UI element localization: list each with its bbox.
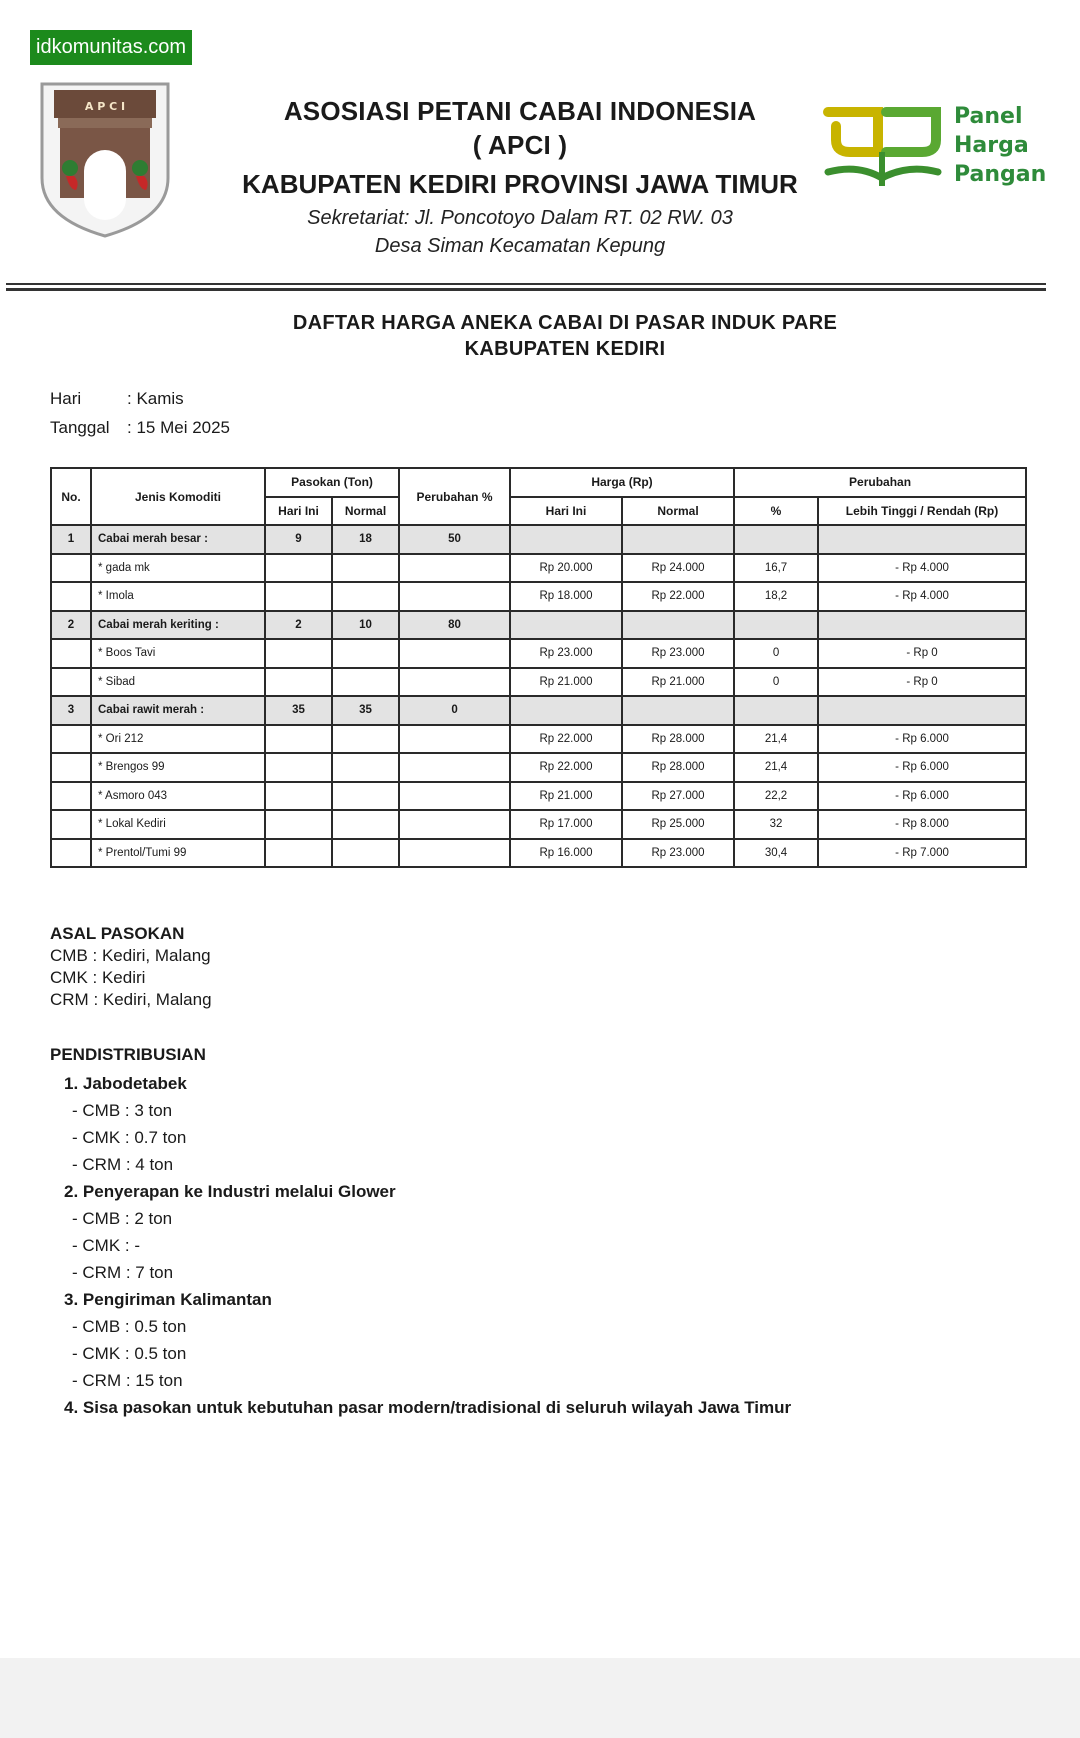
cell-price-normal: Rp 21.000 <box>622 668 734 697</box>
cell-price-normal <box>622 525 734 554</box>
cell-no: 1 <box>51 525 91 554</box>
date-label: Tanggal <box>50 418 110 437</box>
cell-change-percent <box>734 611 818 640</box>
distribution-sub-item: - CRM : 15 ton <box>72 1371 183 1390</box>
cell-change-percent: 32 <box>734 810 818 839</box>
cell-pasokan-change: 80 <box>399 611 510 640</box>
variety-row <box>51 810 1026 839</box>
variety-row <box>51 725 1026 754</box>
distribution-sub-item: - CMK : - <box>72 1236 140 1255</box>
cell-change-percent: 0 <box>734 668 818 697</box>
cell-price-today: Rp 20.000 <box>510 554 622 583</box>
variety-row <box>51 782 1026 811</box>
cell-pasokan-change <box>399 725 510 754</box>
cell-change-percent: 21,4 <box>734 753 818 782</box>
cell-pasokan-change <box>399 582 510 611</box>
header-no: No. <box>51 468 91 525</box>
cell-price-normal: Rp 22.000 <box>622 582 734 611</box>
cell-change-amount: - Rp 4.000 <box>818 554 1026 583</box>
date-value: : 15 Mei 2025 <box>127 418 231 437</box>
cell-pasokan-today <box>265 753 332 782</box>
letterhead <box>200 94 840 260</box>
watermark-label: idkomunitas.com <box>30 30 192 65</box>
cell-price-today: Rp 22.000 <box>510 725 622 754</box>
asal-line: CRM : Kediri, Malang <box>50 990 212 1009</box>
harga-word: Harga <box>954 133 1029 158</box>
distribution-item: 2. Penyerapan ke Industri melalui Glower <box>64 1182 396 1201</box>
cell-change-amount: - Rp 4.000 <box>818 582 1026 611</box>
cell-change-percent: 18,2 <box>734 582 818 611</box>
cell-no <box>51 839 91 868</box>
cell-pasokan-today <box>265 554 332 583</box>
cell-change-amount <box>818 696 1026 725</box>
cell-pasokan-change <box>399 839 510 868</box>
panel-word: Panel <box>954 104 1023 129</box>
category-row <box>51 525 1026 554</box>
variety-row <box>51 839 1026 868</box>
cell-no <box>51 782 91 811</box>
cell-change-percent: 30,4 <box>734 839 818 868</box>
cell-pasokan-change: 0 <box>399 696 510 725</box>
address-line-2: Desa Siman Kecamatan Kepung <box>374 235 666 257</box>
cell-price-today: Rp 18.000 <box>510 582 622 611</box>
cell-price-today <box>510 611 622 640</box>
variety-row <box>51 668 1026 697</box>
date-info <box>50 384 230 442</box>
distribution-item: 3. Pengiriman Kalimantan <box>64 1290 272 1309</box>
cell-price-normal: Rp 25.000 <box>622 810 734 839</box>
distribution-list <box>50 1070 791 1421</box>
cell-change-percent: 22,2 <box>734 782 818 811</box>
cell-pasokan-change <box>399 810 510 839</box>
header-perubahan-persen: Perubahan % <box>399 468 510 525</box>
asal-pasokan-section <box>50 923 212 1011</box>
cell-no: 3 <box>51 696 91 725</box>
cell-commodity: * Lokal Kediri <box>91 810 265 839</box>
cell-change-amount: - Rp 6.000 <box>818 753 1026 782</box>
header-pasokan: Pasokan (Ton) <box>265 468 399 497</box>
header-divider-thin <box>6 283 1046 285</box>
cell-price-normal: Rp 28.000 <box>622 753 734 782</box>
header-persen: % <box>734 497 818 526</box>
cell-change-amount: - Rp 6.000 <box>818 725 1026 754</box>
cell-pasokan-today <box>265 582 332 611</box>
cell-price-today <box>510 525 622 554</box>
distribution-sub-item: - CRM : 4 ton <box>72 1155 174 1174</box>
cell-pasokan-normal <box>332 725 399 754</box>
cell-pasokan-today: 35 <box>265 696 332 725</box>
header-harga: Harga (Rp) <box>510 468 734 497</box>
cell-pasokan-today <box>265 668 332 697</box>
cell-price-normal <box>622 696 734 725</box>
variety-row <box>51 582 1026 611</box>
cell-change-amount: - Rp 0 <box>818 668 1026 697</box>
variety-row <box>51 639 1026 668</box>
title-line-2: KABUPATEN KEDIRI <box>464 338 666 360</box>
cell-pasokan-normal: 18 <box>332 525 399 554</box>
cell-price-today: Rp 21.000 <box>510 668 622 697</box>
distribution-item: 1. Jabodetabek <box>64 1074 187 1093</box>
cell-change-percent <box>734 525 818 554</box>
cell-change-percent: 16,7 <box>734 554 818 583</box>
cell-change-percent <box>734 696 818 725</box>
cell-pasokan-today: 2 <box>265 611 332 640</box>
cell-price-normal <box>622 611 734 640</box>
cell-pasokan-normal <box>332 554 399 583</box>
cell-pasokan-normal: 10 <box>332 611 399 640</box>
cell-change-amount <box>818 611 1026 640</box>
asal-line: CMB : Kediri, Malang <box>50 946 211 965</box>
cell-commodity: * Prentol/Tumi 99 <box>91 839 265 868</box>
cell-change-amount: - Rp 6.000 <box>818 782 1026 811</box>
cell-pasokan-change: 50 <box>399 525 510 554</box>
cell-no <box>51 582 91 611</box>
cell-no <box>51 725 91 754</box>
cell-price-normal: Rp 23.000 <box>622 839 734 868</box>
cell-change-amount: - Rp 0 <box>818 639 1026 668</box>
cell-commodity: * Imola <box>91 582 265 611</box>
distribution-sub-item: - CMB : 2 ton <box>72 1209 173 1228</box>
cell-price-today <box>510 696 622 725</box>
cell-change-percent: 21,4 <box>734 725 818 754</box>
price-table <box>50 467 1027 868</box>
cell-no <box>51 753 91 782</box>
region-name: KABUPATEN KEDIRI PROVINSI JAWA TIMUR <box>242 169 798 199</box>
cell-pasokan-today <box>265 639 332 668</box>
cell-pasokan-change <box>399 554 510 583</box>
cell-no <box>51 554 91 583</box>
cell-pasokan-normal: 35 <box>332 696 399 725</box>
header-perubahan: Perubahan <box>734 468 1026 497</box>
cell-commodity: Cabai merah besar : <box>91 525 265 554</box>
cell-pasokan-today <box>265 725 332 754</box>
cell-no <box>51 668 91 697</box>
cell-change-percent: 0 <box>734 639 818 668</box>
panel-harga-pangan-icon <box>822 100 944 195</box>
distribution-sub-item: - CMK : 0.7 ton <box>72 1128 187 1147</box>
header-divider-thick <box>6 288 1046 291</box>
category-row <box>51 696 1026 725</box>
cell-commodity: Cabai merah keriting : <box>91 611 265 640</box>
cell-pasokan-change <box>399 753 510 782</box>
cell-price-normal: Rp 23.000 <box>622 639 734 668</box>
header-harga-normal: Normal <box>622 497 734 526</box>
day-label: Hari <box>50 389 82 408</box>
panel-harga-pangan-logo <box>822 100 1047 195</box>
cell-pasokan-change <box>399 639 510 668</box>
header-pasokan-hari-ini: Hari Ini <box>265 497 332 526</box>
day-value: : Kamis <box>127 389 184 408</box>
asal-pasokan-title: ASAL PASOKAN <box>50 924 185 943</box>
header-jenis-komoditi: Jenis Komoditi <box>91 468 265 525</box>
header-selisih: Lebih Tinggi / Rendah (Rp) <box>818 497 1026 526</box>
apci-logo <box>36 80 174 238</box>
cell-price-normal: Rp 24.000 <box>622 554 734 583</box>
distribution-sub-item: - CMB : 3 ton <box>72 1101 173 1120</box>
cell-price-normal: Rp 27.000 <box>622 782 734 811</box>
cell-pasokan-today <box>265 810 332 839</box>
cell-pasokan-normal <box>332 753 399 782</box>
cell-no: 2 <box>51 611 91 640</box>
pangan-word: Pangan <box>954 162 1047 187</box>
cell-commodity: * Brengos 99 <box>91 753 265 782</box>
bottom-margin-strip <box>0 1658 1080 1738</box>
variety-row <box>51 554 1026 583</box>
distribution-sub-item: - CMK : 0.5 ton <box>72 1344 187 1363</box>
cell-price-normal: Rp 28.000 <box>622 725 734 754</box>
cell-change-amount: - Rp 7.000 <box>818 839 1026 868</box>
cell-change-amount: - Rp 8.000 <box>818 810 1026 839</box>
cell-change-amount <box>818 525 1026 554</box>
org-abbrev: ( APCI ) <box>472 130 568 160</box>
org-name: ASOSIASI PETANI CABAI INDONESIA <box>283 96 757 126</box>
cell-price-today: Rp 21.000 <box>510 782 622 811</box>
cell-commodity: * gada mk <box>91 554 265 583</box>
cell-pasokan-today <box>265 839 332 868</box>
cell-price-today: Rp 22.000 <box>510 753 622 782</box>
cell-pasokan-today <box>265 782 332 811</box>
header-pasokan-normal: Normal <box>332 497 399 526</box>
cell-price-today: Rp 16.000 <box>510 839 622 868</box>
distribution-item: 4. Sisa pasokan untuk kebutuhan pasar modern/tradisional di seluruh wilayah Jawa Timur <box>64 1398 792 1417</box>
distribution-sub-item: - CRM : 7 ton <box>72 1263 174 1282</box>
cell-pasokan-normal <box>332 782 399 811</box>
cell-no <box>51 810 91 839</box>
cell-pasokan-normal <box>332 810 399 839</box>
title-line-1: DAFTAR HARGA ANEKA CABAI DI PASAR INDUK PARE <box>292 312 838 334</box>
price-table-body <box>51 525 1026 867</box>
cell-price-today: Rp 23.000 <box>510 639 622 668</box>
cell-commodity: * Ori 212 <box>91 725 265 754</box>
cell-commodity: * Boos Tavi <box>91 639 265 668</box>
cell-pasokan-normal <box>332 582 399 611</box>
cell-pasokan-normal <box>332 668 399 697</box>
address-line-1: Sekretariat: Jl. Poncotoyo Dalam RT. 02 RW. 03 <box>307 207 733 229</box>
header-harga-hari-ini: Hari Ini <box>510 497 622 526</box>
variety-row <box>51 753 1026 782</box>
apci-banner-text: A P C I <box>84 100 126 113</box>
cell-pasokan-change <box>399 782 510 811</box>
distribution-sub-item: - CMB : 0.5 ton <box>72 1317 187 1336</box>
pendistribusian-title: PENDISTRIBUSIAN <box>50 1045 206 1064</box>
cell-commodity: * Sibad <box>91 668 265 697</box>
cell-pasokan-today: 9 <box>265 525 332 554</box>
cell-commodity: Cabai rawit merah : <box>91 696 265 725</box>
asal-line: CMK : Kediri <box>50 968 146 987</box>
cell-pasokan-normal <box>332 839 399 868</box>
document-title <box>180 310 950 362</box>
pendistribusian-section <box>50 1044 791 1421</box>
cell-price-today: Rp 17.000 <box>510 810 622 839</box>
cell-commodity: * Asmoro 043 <box>91 782 265 811</box>
cell-pasokan-normal <box>332 639 399 668</box>
cell-pasokan-change <box>399 668 510 697</box>
category-row <box>51 611 1026 640</box>
cell-no <box>51 639 91 668</box>
